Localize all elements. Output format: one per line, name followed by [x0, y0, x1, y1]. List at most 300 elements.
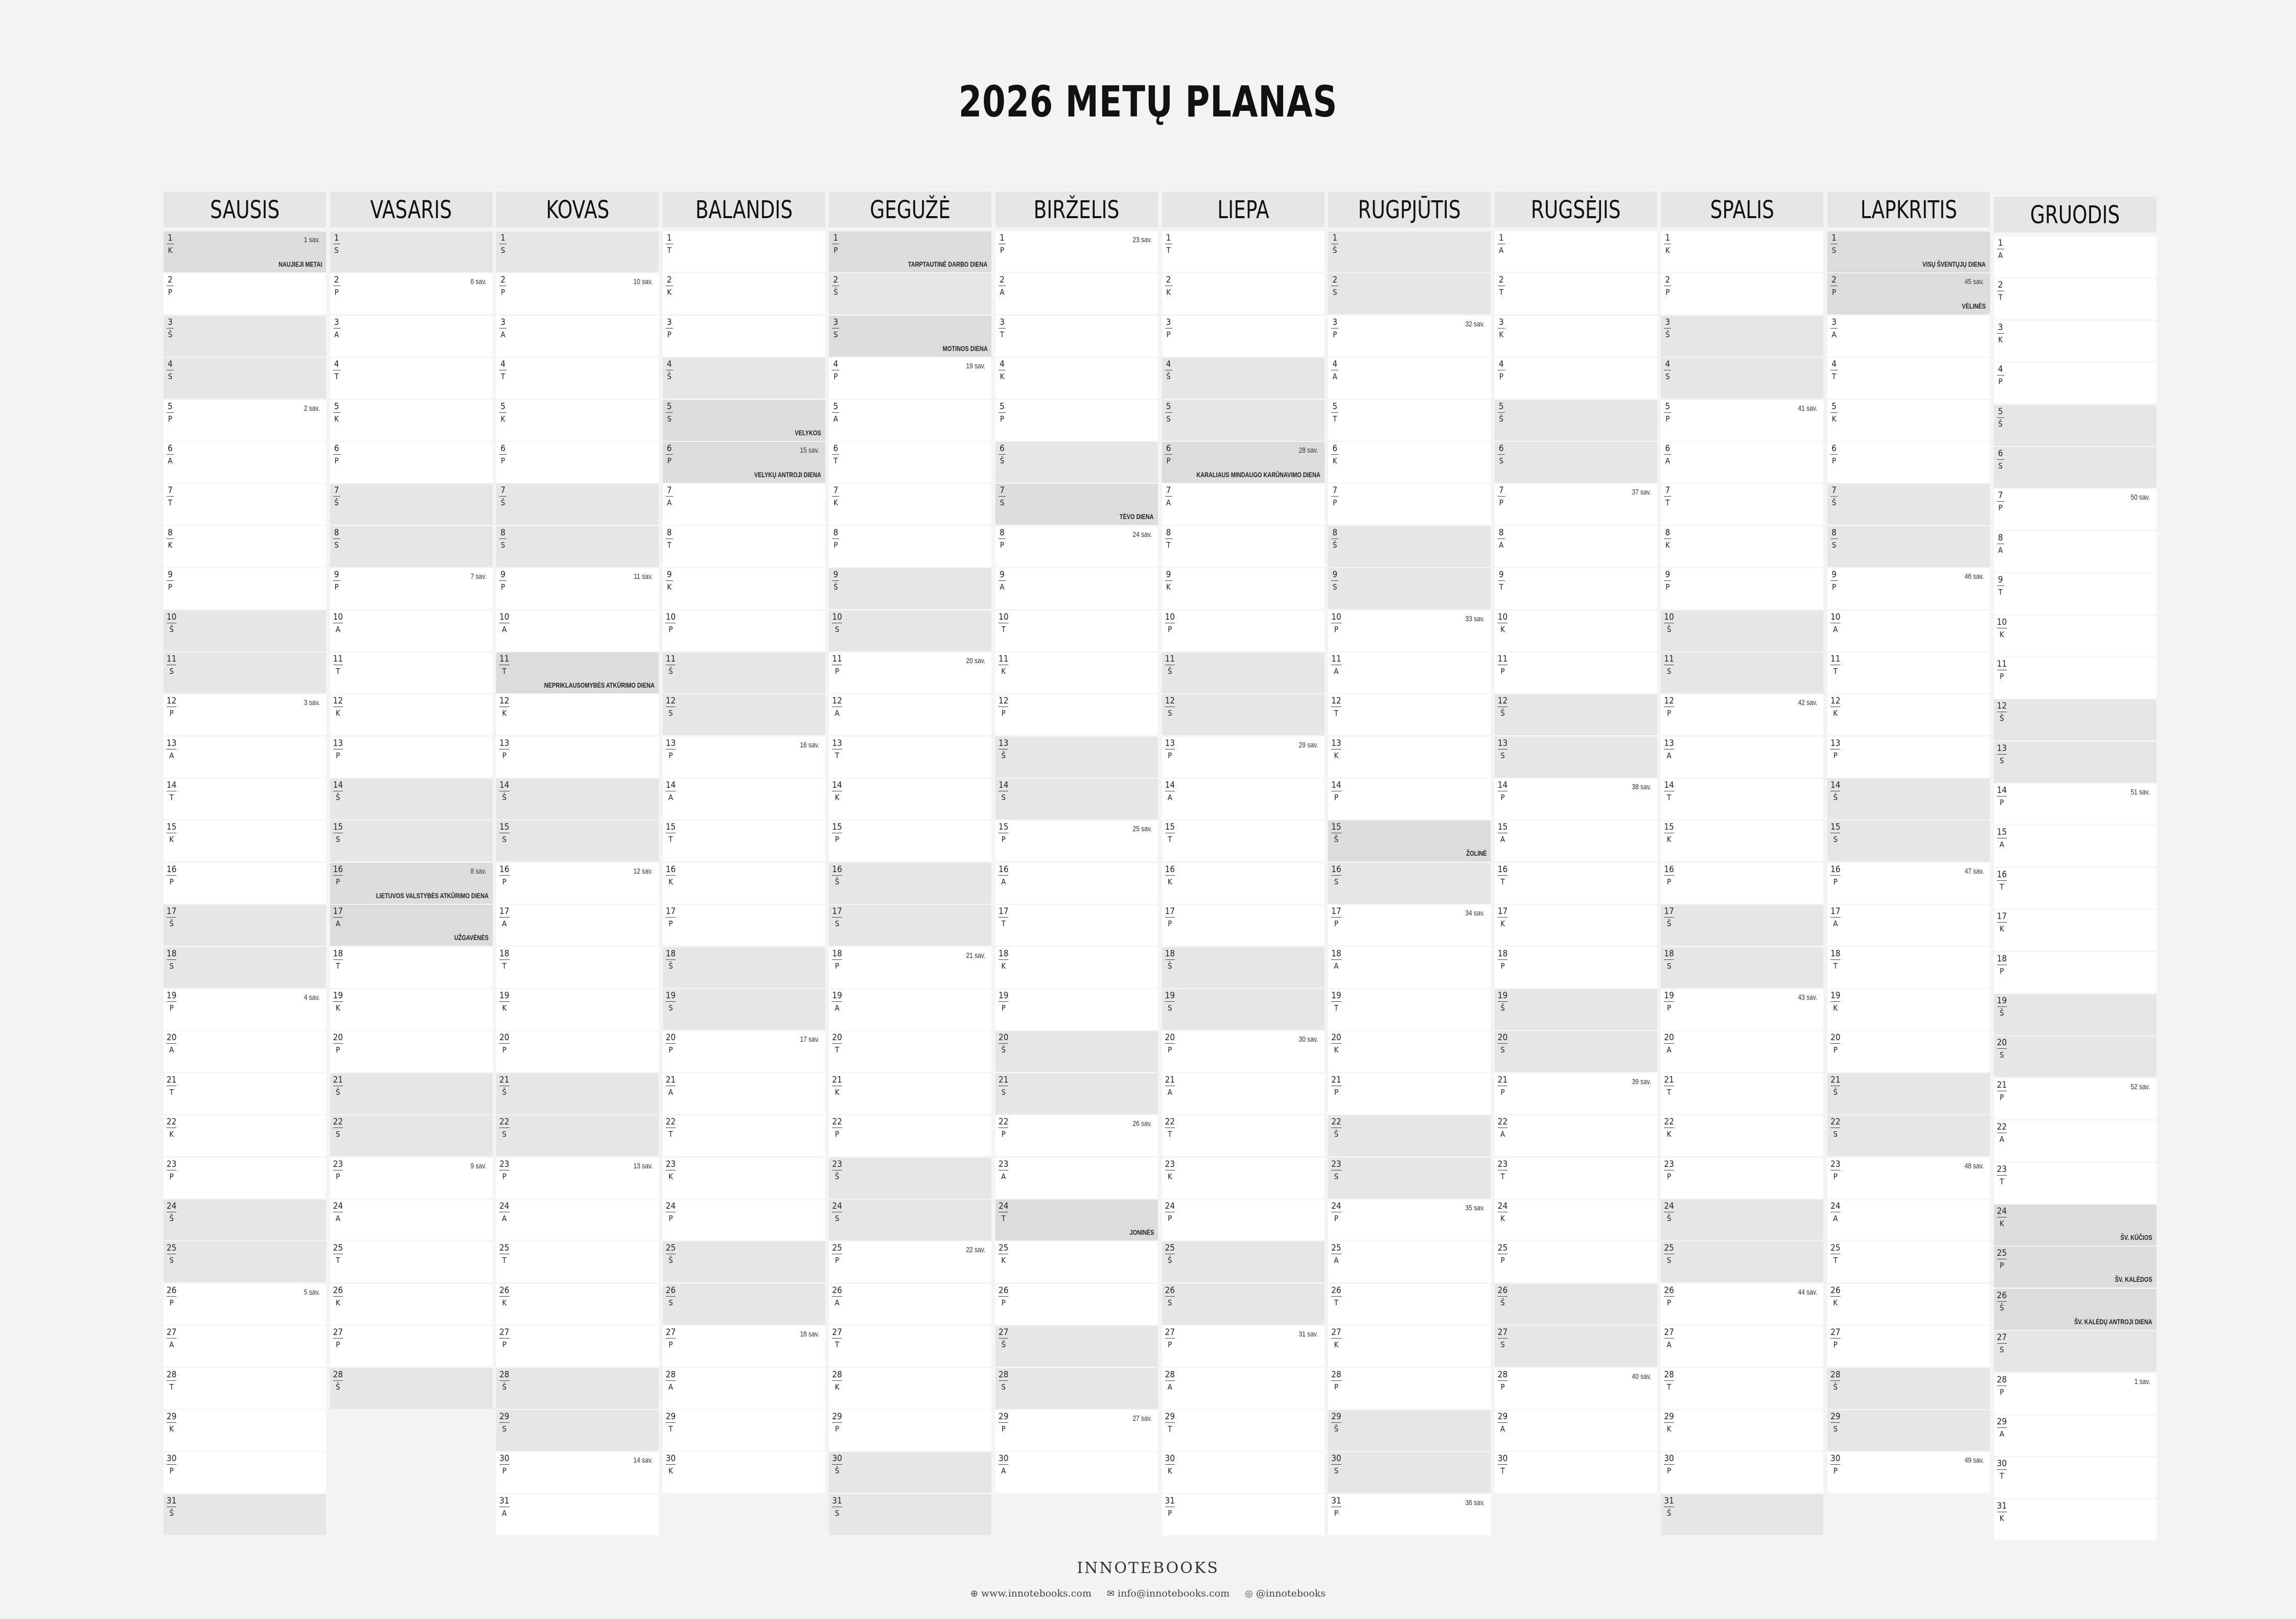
day-cell[interactable] — [1661, 273, 1823, 314]
day-cell[interactable] — [1495, 400, 1657, 441]
day-cell[interactable] — [1162, 526, 1325, 567]
day-cell[interactable] — [1827, 400, 1990, 441]
day-cell[interactable] — [1661, 989, 1823, 1030]
day-cell[interactable] — [164, 1326, 326, 1367]
day-cell[interactable] — [1661, 652, 1823, 693]
day-cell[interactable] — [164, 231, 326, 272]
day-cell[interactable] — [1328, 737, 1491, 778]
day-cell[interactable] — [164, 694, 326, 735]
day-cell[interactable] — [1328, 568, 1491, 609]
day-cell[interactable] — [1994, 1331, 2156, 1372]
day-cell[interactable] — [1661, 231, 1823, 272]
day-cell[interactable] — [1994, 994, 2156, 1035]
day-cell[interactable] — [1661, 442, 1823, 483]
day-cell[interactable] — [829, 1284, 991, 1325]
day-cell[interactable] — [995, 947, 1158, 988]
day-cell[interactable] — [1661, 568, 1823, 609]
day-cell[interactable] — [995, 1115, 1158, 1156]
day-cell[interactable] — [1994, 1415, 2156, 1456]
day-cell[interactable] — [1495, 442, 1657, 483]
day-cell[interactable] — [663, 526, 825, 567]
day-cell[interactable] — [1495, 820, 1657, 861]
day-cell[interactable] — [1994, 1078, 2156, 1119]
day-cell[interactable] — [496, 694, 659, 735]
day-cell[interactable] — [1827, 568, 1990, 609]
day-cell[interactable] — [1162, 1241, 1325, 1282]
day-cell[interactable] — [330, 358, 493, 398]
day-cell[interactable] — [164, 652, 326, 693]
day-cell[interactable] — [1994, 868, 2156, 909]
day-cell[interactable] — [1827, 737, 1990, 778]
day-cell[interactable] — [496, 863, 659, 904]
day-cell[interactable] — [663, 231, 825, 272]
day-cell[interactable] — [663, 1073, 825, 1114]
day-cell[interactable] — [1495, 1326, 1657, 1367]
day-cell[interactable] — [829, 1326, 991, 1367]
day-cell[interactable] — [1827, 1200, 1990, 1240]
day-cell[interactable] — [1661, 820, 1823, 861]
day-cell[interactable] — [1827, 652, 1990, 693]
day-cell[interactable] — [829, 358, 991, 398]
day-cell[interactable] — [1495, 863, 1657, 904]
day-cell[interactable] — [1162, 1031, 1325, 1072]
day-cell[interactable] — [1495, 652, 1657, 693]
day-cell[interactable] — [1495, 737, 1657, 778]
day-cell[interactable] — [1495, 1158, 1657, 1199]
day-cell[interactable] — [1994, 699, 2156, 740]
day-cell[interactable] — [1994, 616, 2156, 656]
day-cell[interactable] — [1661, 779, 1823, 819]
day-cell[interactable] — [330, 442, 493, 483]
day-cell[interactable] — [164, 947, 326, 988]
day-cell[interactable] — [164, 989, 326, 1030]
day-cell[interactable] — [1495, 568, 1657, 609]
day-cell[interactable] — [1827, 1410, 1990, 1451]
day-cell[interactable] — [1162, 947, 1325, 988]
day-cell[interactable] — [1827, 1452, 1990, 1493]
day-cell[interactable] — [663, 611, 825, 651]
day-cell[interactable] — [496, 273, 659, 314]
day-cell[interactable] — [829, 273, 991, 314]
day-cell[interactable] — [663, 694, 825, 735]
day-cell[interactable] — [1328, 1284, 1491, 1325]
day-cell[interactable] — [496, 1326, 659, 1367]
day-cell[interactable] — [1827, 1284, 1990, 1325]
day-cell[interactable] — [663, 484, 825, 525]
day-cell[interactable] — [1328, 779, 1491, 819]
day-cell[interactable] — [1827, 989, 1990, 1030]
day-cell[interactable] — [330, 316, 493, 357]
day-cell[interactable] — [829, 947, 991, 988]
day-cell[interactable] — [663, 358, 825, 398]
day-cell[interactable] — [1827, 779, 1990, 819]
day-cell[interactable] — [496, 820, 659, 861]
day-cell[interactable] — [663, 779, 825, 819]
day-cell[interactable] — [1328, 1410, 1491, 1451]
day-cell[interactable] — [1162, 1326, 1325, 1367]
day-cell[interactable] — [1328, 694, 1491, 735]
day-cell[interactable] — [164, 1031, 326, 1072]
day-cell[interactable] — [829, 400, 991, 441]
day-cell[interactable] — [1328, 947, 1491, 988]
day-cell[interactable] — [1661, 863, 1823, 904]
day-cell[interactable] — [1994, 826, 2156, 866]
day-cell[interactable] — [164, 1241, 326, 1282]
day-cell[interactable] — [1827, 231, 1990, 272]
day-cell[interactable] — [496, 779, 659, 819]
day-cell[interactable] — [1162, 611, 1325, 651]
day-cell[interactable] — [663, 1452, 825, 1493]
day-cell[interactable] — [1328, 1494, 1491, 1535]
day-cell[interactable] — [829, 1410, 991, 1451]
email-contact[interactable]: ✉ info@innotebooks.com — [1106, 1588, 1230, 1599]
day-cell[interactable] — [330, 1284, 493, 1325]
day-cell[interactable] — [1661, 1241, 1823, 1282]
day-cell[interactable] — [1994, 278, 2156, 319]
day-cell[interactable] — [1162, 1284, 1325, 1325]
day-cell[interactable] — [1328, 1241, 1491, 1282]
day-cell[interactable] — [496, 947, 659, 988]
day-cell[interactable] — [1495, 1368, 1657, 1409]
day-cell[interactable] — [995, 400, 1158, 441]
day-cell[interactable] — [1162, 1494, 1325, 1535]
day-cell[interactable] — [1994, 1373, 2156, 1414]
day-cell[interactable] — [829, 820, 991, 861]
day-cell[interactable] — [663, 400, 825, 441]
day-cell[interactable] — [995, 737, 1158, 778]
day-cell[interactable] — [995, 442, 1158, 483]
day-cell[interactable] — [164, 316, 326, 357]
day-cell[interactable] — [496, 568, 659, 609]
day-cell[interactable] — [1495, 905, 1657, 946]
day-cell[interactable] — [995, 1241, 1158, 1282]
day-cell[interactable] — [1495, 484, 1657, 525]
day-cell[interactable] — [496, 231, 659, 272]
day-cell[interactable] — [330, 1073, 493, 1114]
day-cell[interactable] — [330, 1031, 493, 1072]
day-cell[interactable] — [164, 442, 326, 483]
day-cell[interactable] — [1328, 1031, 1491, 1072]
day-cell[interactable] — [1994, 1120, 2156, 1161]
day-cell[interactable] — [1162, 989, 1325, 1030]
day-cell[interactable] — [496, 905, 659, 946]
day-cell[interactable] — [1661, 1031, 1823, 1072]
day-cell[interactable] — [995, 1200, 1158, 1240]
day-cell[interactable] — [1162, 863, 1325, 904]
day-cell[interactable] — [1495, 1031, 1657, 1072]
day-cell[interactable] — [330, 652, 493, 693]
day-cell[interactable] — [330, 1326, 493, 1367]
day-cell[interactable] — [829, 611, 991, 651]
day-cell[interactable] — [1661, 1073, 1823, 1114]
day-cell[interactable] — [1827, 1031, 1990, 1072]
day-cell[interactable] — [1328, 652, 1491, 693]
day-cell[interactable] — [829, 863, 991, 904]
day-cell[interactable] — [995, 1452, 1158, 1493]
day-cell[interactable] — [995, 358, 1158, 398]
day-cell[interactable] — [995, 863, 1158, 904]
day-cell[interactable] — [1827, 1326, 1990, 1367]
day-cell[interactable] — [663, 1410, 825, 1451]
day-cell[interactable] — [496, 484, 659, 525]
day-cell[interactable] — [1827, 1158, 1990, 1199]
day-cell[interactable] — [1994, 742, 2156, 783]
day-cell[interactable] — [995, 694, 1158, 735]
day-cell[interactable] — [1162, 1158, 1325, 1199]
day-cell[interactable] — [663, 1115, 825, 1156]
day-cell[interactable] — [663, 442, 825, 483]
day-cell[interactable] — [1162, 905, 1325, 946]
day-cell[interactable] — [496, 1284, 659, 1325]
day-cell[interactable] — [829, 526, 991, 567]
day-cell[interactable] — [164, 1368, 326, 1409]
day-cell[interactable] — [1994, 784, 2156, 825]
day-cell[interactable] — [164, 273, 326, 314]
day-cell[interactable] — [330, 400, 493, 441]
day-cell[interactable] — [1661, 1115, 1823, 1156]
day-cell[interactable] — [1162, 358, 1325, 398]
day-cell[interactable] — [496, 400, 659, 441]
day-cell[interactable] — [829, 779, 991, 819]
day-cell[interactable] — [1661, 905, 1823, 946]
day-cell[interactable] — [663, 316, 825, 357]
day-cell[interactable] — [1994, 573, 2156, 614]
day-cell[interactable] — [164, 820, 326, 861]
day-cell[interactable] — [995, 905, 1158, 946]
day-cell[interactable] — [1495, 779, 1657, 819]
day-cell[interactable] — [995, 526, 1158, 567]
day-cell[interactable] — [829, 484, 991, 525]
day-cell[interactable] — [1495, 1410, 1657, 1451]
day-cell[interactable] — [496, 526, 659, 567]
day-cell[interactable] — [829, 1073, 991, 1114]
day-cell[interactable] — [1994, 237, 2156, 277]
day-cell[interactable] — [1162, 694, 1325, 735]
day-cell[interactable] — [1162, 568, 1325, 609]
day-cell[interactable] — [1827, 694, 1990, 735]
day-cell[interactable] — [663, 1326, 825, 1367]
day-cell[interactable] — [1661, 947, 1823, 988]
day-cell[interactable] — [1495, 1200, 1657, 1240]
day-cell[interactable] — [496, 1494, 659, 1535]
day-cell[interactable] — [1495, 694, 1657, 735]
day-cell[interactable] — [663, 652, 825, 693]
day-cell[interactable] — [496, 652, 659, 693]
day-cell[interactable] — [1328, 1452, 1491, 1493]
day-cell[interactable] — [995, 1031, 1158, 1072]
day-cell[interactable] — [1827, 905, 1990, 946]
day-cell[interactable] — [330, 905, 493, 946]
day-cell[interactable] — [663, 273, 825, 314]
day-cell[interactable] — [164, 1410, 326, 1451]
day-cell[interactable] — [995, 1410, 1158, 1451]
day-cell[interactable] — [330, 484, 493, 525]
day-cell[interactable] — [1827, 358, 1990, 398]
day-cell[interactable] — [330, 863, 493, 904]
day-cell[interactable] — [164, 358, 326, 398]
day-cell[interactable] — [1162, 820, 1325, 861]
day-cell[interactable] — [1495, 1284, 1657, 1325]
day-cell[interactable] — [1328, 1326, 1491, 1367]
day-cell[interactable] — [1994, 489, 2156, 530]
day-cell[interactable] — [1495, 358, 1657, 398]
day-cell[interactable] — [1827, 611, 1990, 651]
day-cell[interactable] — [829, 694, 991, 735]
day-cell[interactable] — [663, 820, 825, 861]
day-cell[interactable] — [995, 316, 1158, 357]
day-cell[interactable] — [496, 737, 659, 778]
day-cell[interactable] — [829, 1368, 991, 1409]
day-cell[interactable] — [1162, 1368, 1325, 1409]
day-cell[interactable] — [1495, 316, 1657, 357]
day-cell[interactable] — [1162, 1073, 1325, 1114]
day-cell[interactable] — [496, 1073, 659, 1114]
day-cell[interactable] — [1162, 442, 1325, 483]
day-cell[interactable] — [995, 779, 1158, 819]
day-cell[interactable] — [1827, 484, 1990, 525]
day-cell[interactable] — [1661, 316, 1823, 357]
day-cell[interactable] — [496, 1158, 659, 1199]
day-cell[interactable] — [1328, 1368, 1491, 1409]
day-cell[interactable] — [496, 1115, 659, 1156]
day-cell[interactable] — [1827, 1115, 1990, 1156]
day-cell[interactable] — [1328, 905, 1491, 946]
day-cell[interactable] — [1328, 526, 1491, 567]
day-cell[interactable] — [1328, 442, 1491, 483]
day-cell[interactable] — [1495, 1241, 1657, 1282]
day-cell[interactable] — [829, 989, 991, 1030]
day-cell[interactable] — [164, 400, 326, 441]
day-cell[interactable] — [1162, 273, 1325, 314]
day-cell[interactable] — [1661, 526, 1823, 567]
day-cell[interactable] — [496, 989, 659, 1030]
day-cell[interactable] — [1328, 1115, 1491, 1156]
day-cell[interactable] — [995, 1284, 1158, 1325]
day-cell[interactable] — [1328, 273, 1491, 314]
day-cell[interactable] — [1661, 484, 1823, 525]
day-cell[interactable] — [829, 652, 991, 693]
day-cell[interactable] — [1495, 526, 1657, 567]
day-cell[interactable] — [496, 1410, 659, 1451]
day-cell[interactable] — [496, 316, 659, 357]
day-cell[interactable] — [1994, 531, 2156, 572]
day-cell[interactable] — [995, 652, 1158, 693]
day-cell[interactable] — [829, 1494, 991, 1535]
day-cell[interactable] — [663, 989, 825, 1030]
day-cell[interactable] — [164, 737, 326, 778]
day-cell[interactable] — [1994, 658, 2156, 698]
day-cell[interactable] — [1994, 910, 2156, 951]
day-cell[interactable] — [1328, 231, 1491, 272]
day-cell[interactable] — [164, 1452, 326, 1493]
day-cell[interactable] — [1162, 1200, 1325, 1240]
day-cell[interactable] — [1162, 1115, 1325, 1156]
day-cell[interactable] — [1328, 1073, 1491, 1114]
day-cell[interactable] — [330, 820, 493, 861]
day-cell[interactable] — [1328, 484, 1491, 525]
day-cell[interactable] — [1827, 1368, 1990, 1409]
day-cell[interactable] — [995, 231, 1158, 272]
day-cell[interactable] — [1661, 1452, 1823, 1493]
day-cell[interactable] — [995, 611, 1158, 651]
day-cell[interactable] — [330, 568, 493, 609]
day-cell[interactable] — [164, 484, 326, 525]
day-cell[interactable] — [995, 484, 1158, 525]
day-cell[interactable] — [1994, 1499, 2156, 1540]
day-cell[interactable] — [330, 779, 493, 819]
day-cell[interactable] — [1495, 231, 1657, 272]
day-cell[interactable] — [164, 526, 326, 567]
day-cell[interactable] — [829, 1200, 991, 1240]
day-cell[interactable] — [995, 1368, 1158, 1409]
day-cell[interactable] — [663, 1031, 825, 1072]
day-cell[interactable] — [1661, 1368, 1823, 1409]
day-cell[interactable] — [496, 442, 659, 483]
day-cell[interactable] — [330, 947, 493, 988]
day-cell[interactable] — [330, 273, 493, 314]
day-cell[interactable] — [164, 1073, 326, 1114]
day-cell[interactable] — [496, 1031, 659, 1072]
day-cell[interactable] — [1162, 484, 1325, 525]
day-cell[interactable] — [1827, 316, 1990, 357]
day-cell[interactable] — [1661, 1410, 1823, 1451]
day-cell[interactable] — [1994, 363, 2156, 404]
day-cell[interactable] — [663, 947, 825, 988]
day-cell[interactable] — [164, 1494, 326, 1535]
day-cell[interactable] — [663, 1368, 825, 1409]
day-cell[interactable] — [330, 989, 493, 1030]
day-cell[interactable] — [1661, 358, 1823, 398]
day-cell[interactable] — [1827, 1241, 1990, 1282]
day-cell[interactable] — [829, 905, 991, 946]
day-cell[interactable] — [829, 316, 991, 357]
day-cell[interactable] — [1495, 273, 1657, 314]
day-cell[interactable] — [1328, 863, 1491, 904]
day-cell[interactable] — [330, 1158, 493, 1199]
day-cell[interactable] — [1994, 952, 2156, 993]
day-cell[interactable] — [1495, 1073, 1657, 1114]
day-cell[interactable] — [1994, 447, 2156, 488]
website-contact[interactable]: ⊕ www.innotebooks.com — [970, 1588, 1092, 1599]
social-contact[interactable]: ◎ @innotebooks — [1245, 1588, 1326, 1599]
day-cell[interactable] — [330, 611, 493, 651]
day-cell[interactable] — [1495, 989, 1657, 1030]
day-cell[interactable] — [330, 694, 493, 735]
day-cell[interactable] — [663, 1200, 825, 1240]
day-cell[interactable] — [1495, 947, 1657, 988]
day-cell[interactable] — [496, 358, 659, 398]
day-cell[interactable] — [1661, 737, 1823, 778]
day-cell[interactable] — [663, 863, 825, 904]
day-cell[interactable] — [164, 1115, 326, 1156]
day-cell[interactable] — [1994, 1457, 2156, 1498]
day-cell[interactable] — [1994, 1163, 2156, 1204]
day-cell[interactable] — [829, 1452, 991, 1493]
day-cell[interactable] — [164, 568, 326, 609]
day-cell[interactable] — [1661, 611, 1823, 651]
day-cell[interactable] — [1827, 863, 1990, 904]
day-cell[interactable] — [1661, 694, 1823, 735]
day-cell[interactable] — [1661, 1494, 1823, 1535]
day-cell[interactable] — [164, 611, 326, 651]
day-cell[interactable] — [995, 568, 1158, 609]
day-cell[interactable] — [164, 1284, 326, 1325]
day-cell[interactable] — [1162, 779, 1325, 819]
day-cell[interactable] — [663, 737, 825, 778]
day-cell[interactable] — [995, 1073, 1158, 1114]
day-cell[interactable] — [829, 231, 991, 272]
day-cell[interactable] — [1162, 1452, 1325, 1493]
